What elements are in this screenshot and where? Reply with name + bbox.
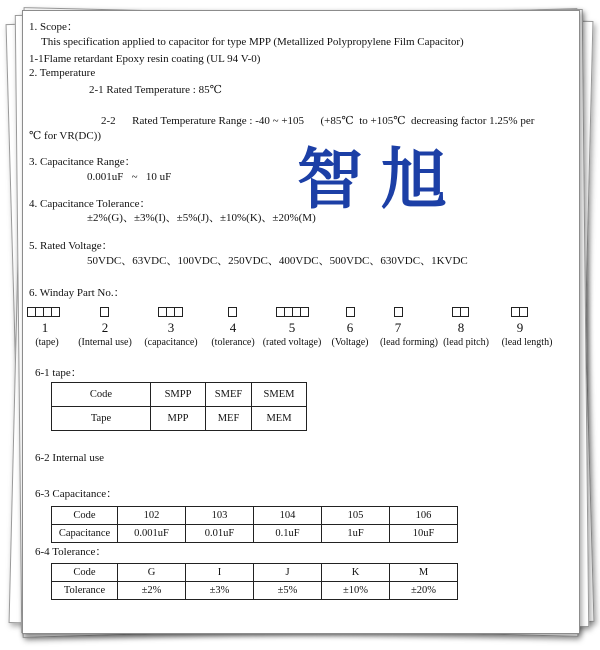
table-row xyxy=(52,407,307,431)
tape-table xyxy=(51,382,307,431)
table-cell: I xyxy=(186,564,254,582)
table-cell: Code xyxy=(52,564,118,582)
scope-line-2: 1-1Flame retardant Epoxy resin coating (UL 94 V-0) xyxy=(29,53,261,65)
table-row xyxy=(52,383,307,407)
part-field-caption: (tolerance) xyxy=(211,337,255,348)
table-cell: 1uF xyxy=(322,525,390,543)
table-cell: 102 xyxy=(118,507,186,525)
table-cell: Code xyxy=(52,507,118,525)
table-cell: 10uF xyxy=(390,525,458,543)
table-cell: ±10% xyxy=(322,582,390,600)
capacitance-range-heading: 3. Capacitance Range： xyxy=(29,156,136,168)
temperature-range-line-1: 2-2 Rated Temperature Range : -40 ~ +105 (+85℃ to +105℃ decreasing factor 1.25% per xyxy=(101,115,535,127)
capacitance-table xyxy=(51,506,458,543)
rated-voltage-value: 50VDC、63VDC、100VDC、250VDC、400VDC、500VDC、630VDC、1KVDC xyxy=(87,255,468,267)
rated-voltage-heading: 5. Rated Voltage： xyxy=(29,240,113,252)
rated-temperature: 2-1 Rated Temperature : 85℃ xyxy=(89,84,222,96)
part-field-number: 6 xyxy=(346,320,354,335)
part-field-caption: (Voltage) xyxy=(331,337,369,348)
code-box-internal-use xyxy=(100,307,109,317)
code-box-lead-forming xyxy=(394,307,403,317)
table-cell: K xyxy=(322,564,390,582)
part-field-number: 4 xyxy=(229,320,237,335)
part-field-number: 2 xyxy=(101,320,109,335)
part-field-number: 8 xyxy=(457,320,465,335)
scope-line-1: This specification applied to capacitor for type MPP (Metallized Polypropylene Film Capacitor) xyxy=(41,36,464,48)
tolerance-table-heading: 6-4 Tolerance： xyxy=(35,546,107,558)
code-box-rated-voltage xyxy=(276,307,309,317)
part-no-heading: 6. Winday Part No.： xyxy=(29,287,125,299)
part-field-number: 5 xyxy=(288,320,296,335)
document-page xyxy=(22,10,580,634)
table-cell: Code xyxy=(52,383,151,407)
table-cell: M xyxy=(390,564,458,582)
code-box-voltage xyxy=(346,307,355,317)
table-cell: J xyxy=(254,564,322,582)
table-cell: Tolerance xyxy=(52,582,118,600)
table-cell: MEM xyxy=(252,407,307,431)
part-field-caption: (lead pitch) xyxy=(443,337,489,348)
temperature-heading: 2. Temperature xyxy=(29,67,96,79)
part-field-caption: (tape) xyxy=(35,337,59,348)
part-field-caption: (rated voltage) xyxy=(262,337,322,348)
table-cell: 103 xyxy=(186,507,254,525)
tolerance-heading: 4. Capacitance Tolerance： xyxy=(29,198,151,210)
code-box-tape xyxy=(27,307,60,317)
tolerance-value: ±2%(G)、±3%(I)、±5%(J)、±10%(K)、±20%(M) xyxy=(87,212,316,224)
part-field-number: 7 xyxy=(394,320,402,335)
table-row xyxy=(52,582,458,600)
table-cell: 0.001uF xyxy=(118,525,186,543)
tolerance-table xyxy=(51,563,458,600)
part-field-caption: (Internal use) xyxy=(78,337,132,348)
table-cell: MEF xyxy=(206,407,252,431)
table-cell: 0.1uF xyxy=(254,525,322,543)
table-row xyxy=(52,564,458,582)
table-cell: ±3% xyxy=(186,582,254,600)
temperature-range-line-2: ℃ for VR(DC)) xyxy=(29,130,101,142)
table-row xyxy=(52,525,458,543)
table-cell: ±2% xyxy=(118,582,186,600)
table-cell: G xyxy=(118,564,186,582)
capacitance-table-heading: 6-3 Capacitance： xyxy=(35,488,118,500)
table-cell: 0.01uF xyxy=(186,525,254,543)
code-box-lead-length xyxy=(511,307,528,317)
company-watermark: 智旭 xyxy=(297,141,465,218)
part-field-number: 3 xyxy=(167,320,175,335)
code-box-tolerance xyxy=(228,307,237,317)
part-field-number: 9 xyxy=(516,320,524,335)
table-cell: ±5% xyxy=(254,582,322,600)
table-cell: Capacitance xyxy=(52,525,118,543)
table-cell: SMPP xyxy=(151,383,206,407)
table-cell: Tape xyxy=(52,407,151,431)
table-cell: ±20% xyxy=(390,582,458,600)
internal-use-heading: 6-2 Internal use xyxy=(35,452,105,464)
code-box-lead-pitch xyxy=(452,307,469,317)
part-field-caption: (capacitance) xyxy=(144,337,198,348)
part-field-caption: (lead forming) xyxy=(379,337,439,348)
table-cell: MPP xyxy=(151,407,206,431)
capacitance-range-value: 0.001uF ~ 10 uF xyxy=(87,171,172,183)
table-cell: 105 xyxy=(322,507,390,525)
table-cell: SMEF xyxy=(206,383,252,407)
table-cell: 104 xyxy=(254,507,322,525)
table-cell: SMEM xyxy=(252,383,307,407)
table-cell: 106 xyxy=(390,507,458,525)
scope-heading: 1. Scope： xyxy=(29,21,78,33)
part-field-number: 1 xyxy=(41,320,49,335)
tape-table-heading: 6-1 tape： xyxy=(35,367,82,379)
part-field-caption: (lead length) xyxy=(501,337,553,348)
code-box-capacitance xyxy=(158,307,183,317)
table-row xyxy=(52,507,458,525)
